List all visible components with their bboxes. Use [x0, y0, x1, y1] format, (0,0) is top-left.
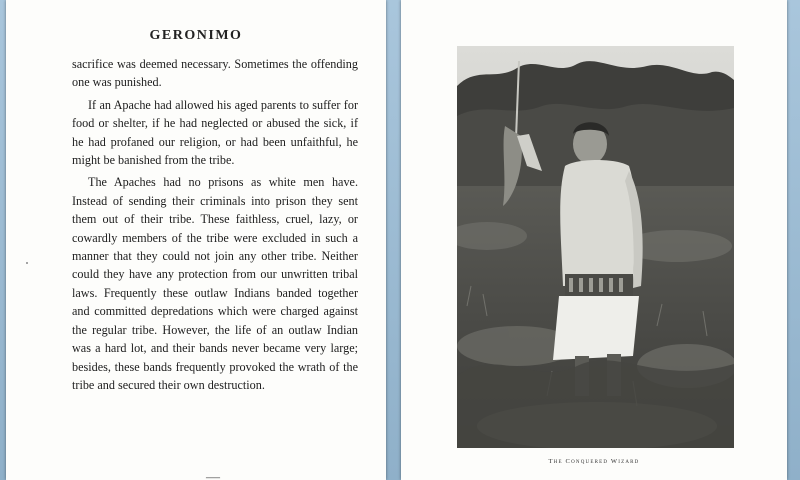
- paragraph-2: If an Apache had allowed his aged parents to suffer for food or shelter, if he had neglected or abused the sick, if he had profaned our religion, or had been unfaithful, he might be banished from the tribe.: [72, 97, 358, 168]
- plate-caption: The Conquered Wizard: [548, 458, 640, 465]
- body-text: [72, 55, 358, 394]
- paragraph-1: sacrifice was deemed necessary. Sometimes the offending one was punished.: [72, 57, 358, 90]
- folio-mark: —: [206, 470, 220, 480]
- running-head: GERONIMO: [149, 28, 243, 43]
- right-page: [401, 0, 787, 480]
- left-page: [6, 0, 386, 480]
- margin-speck: [26, 262, 28, 264]
- paragraph-3: The Apaches had no prisons as white men have. Instead of sending their criminals into prison they sent them out of their tribe. These faithless, cruel, lazy, or cowardly members of the tribe were excluded in such a manner that they could not join any other tribe. Neither could they have any protection from our unwritten tribal laws. Frequently these outlaw Indians banded together and committed depredations which were charged against the regular tribe. However, the life of an outlaw Indian was a hard lot, and their bands never became very large; besides, these bands frequently provoked the wrath of the tribe and secured their own destruction.: [72, 175, 358, 392]
- plate-photograph: [457, 46, 734, 448]
